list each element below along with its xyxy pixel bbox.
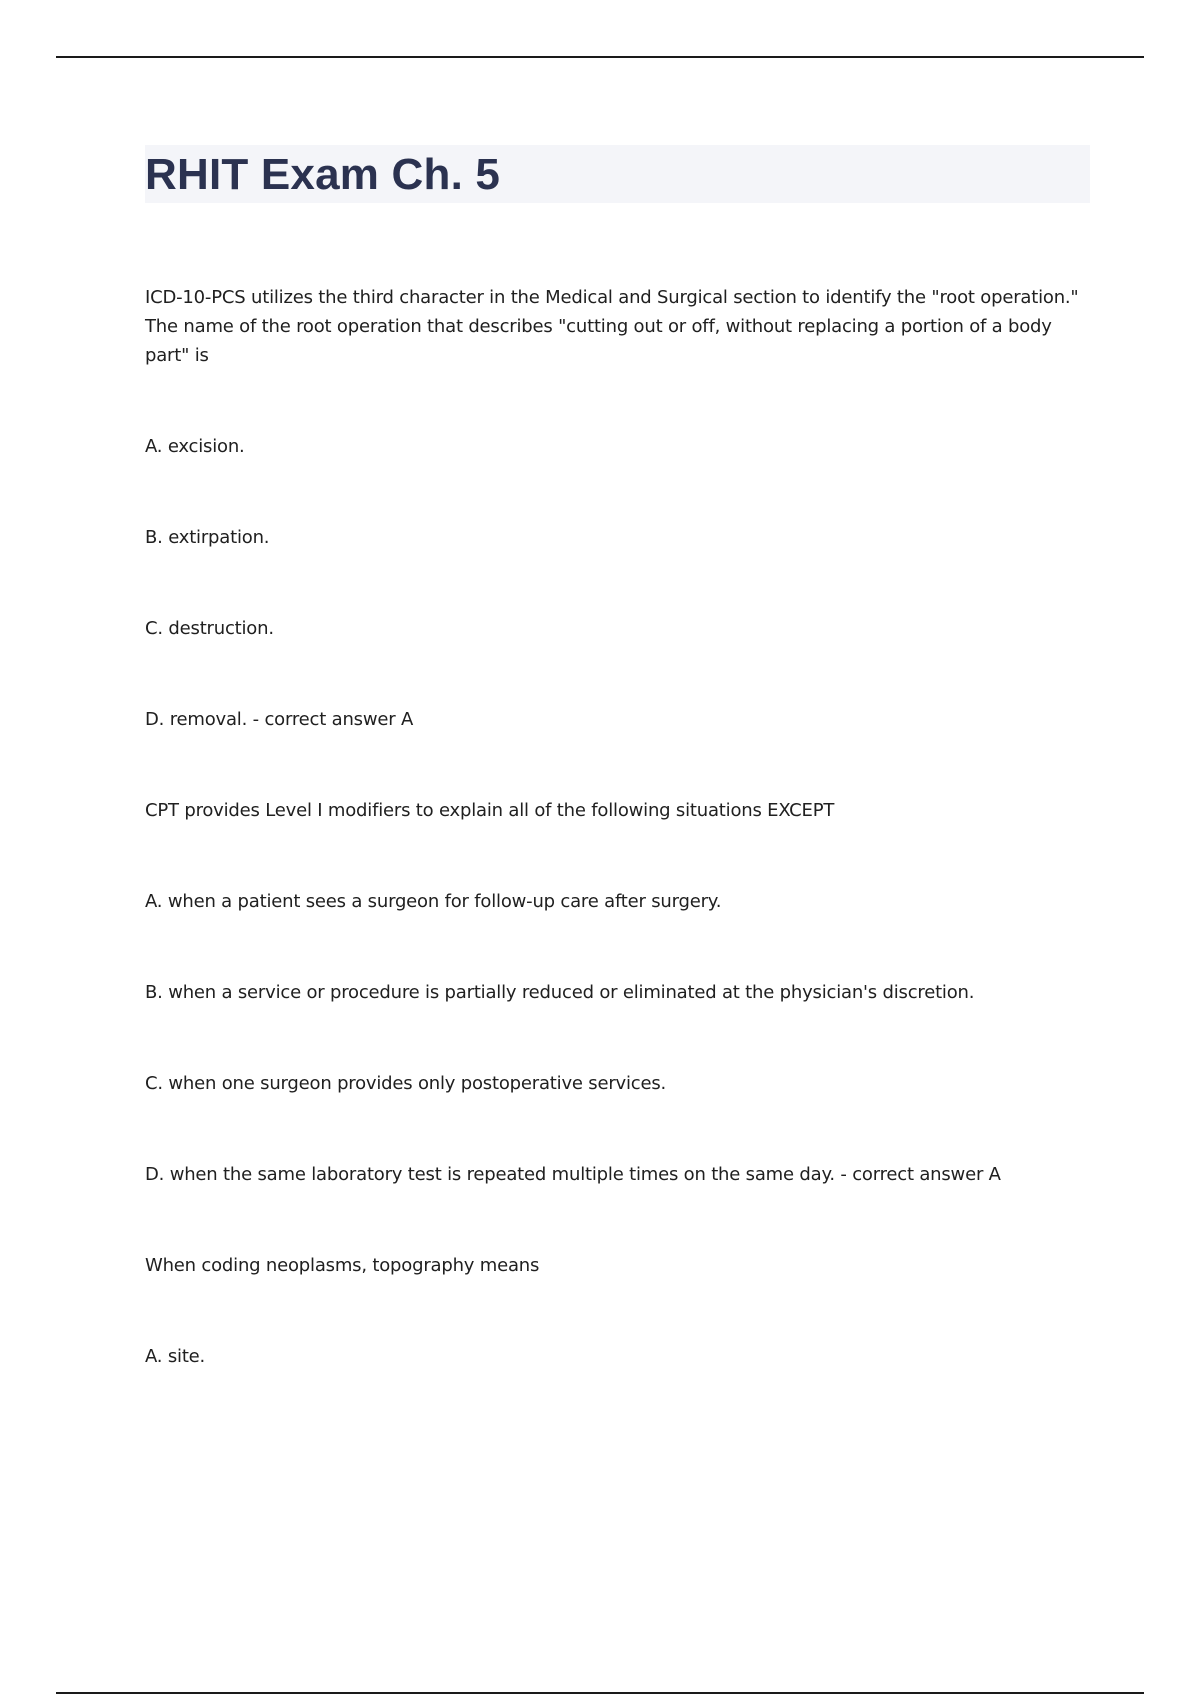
top-rule [56,56,1144,58]
question-3-option-a: A. site. [145,1346,206,1367]
question-list [145,283,1090,1371]
question-2-option-a: A. when a patient sees a surgeon for follow-up care after surgery. [145,891,722,912]
bottom-rule [56,1692,1144,1694]
title-band [145,145,1090,203]
question-2-option-b: B. when a service or procedure is partially reduced or eliminated at the physician's discretion. [145,982,975,1003]
question-2-text: CPT provides Level I modifiers to explain all of the following situations EXCEPT [145,800,835,821]
question-1-text: ICD-10-PCS utilizes the third character in the Medical and Surgical section to identify the "root operation." The name of the root operation that describes "cutting out or off, without replacing a portion of a body part" is [145,287,1079,366]
document-title: RHIT Exam Ch. 5 [145,150,501,199]
question-2-option-c: C. when one surgeon provides only postoperative services. [145,1073,667,1094]
question-1-option-b: B. extirpation. [145,527,270,548]
question-3-text: When coding neoplasms, topography means [145,1255,540,1276]
question-1-option-c: C. destruction. [145,618,274,639]
document-body [145,145,1090,1433]
question-2-option-d-answer: D. when the same laboratory test is repeated multiple times on the same day. - correct answer A [145,1164,1001,1185]
question-1-option-a: A. excision. [145,436,245,457]
question-1-option-d-answer: D. removal. - correct answer A [145,709,414,730]
